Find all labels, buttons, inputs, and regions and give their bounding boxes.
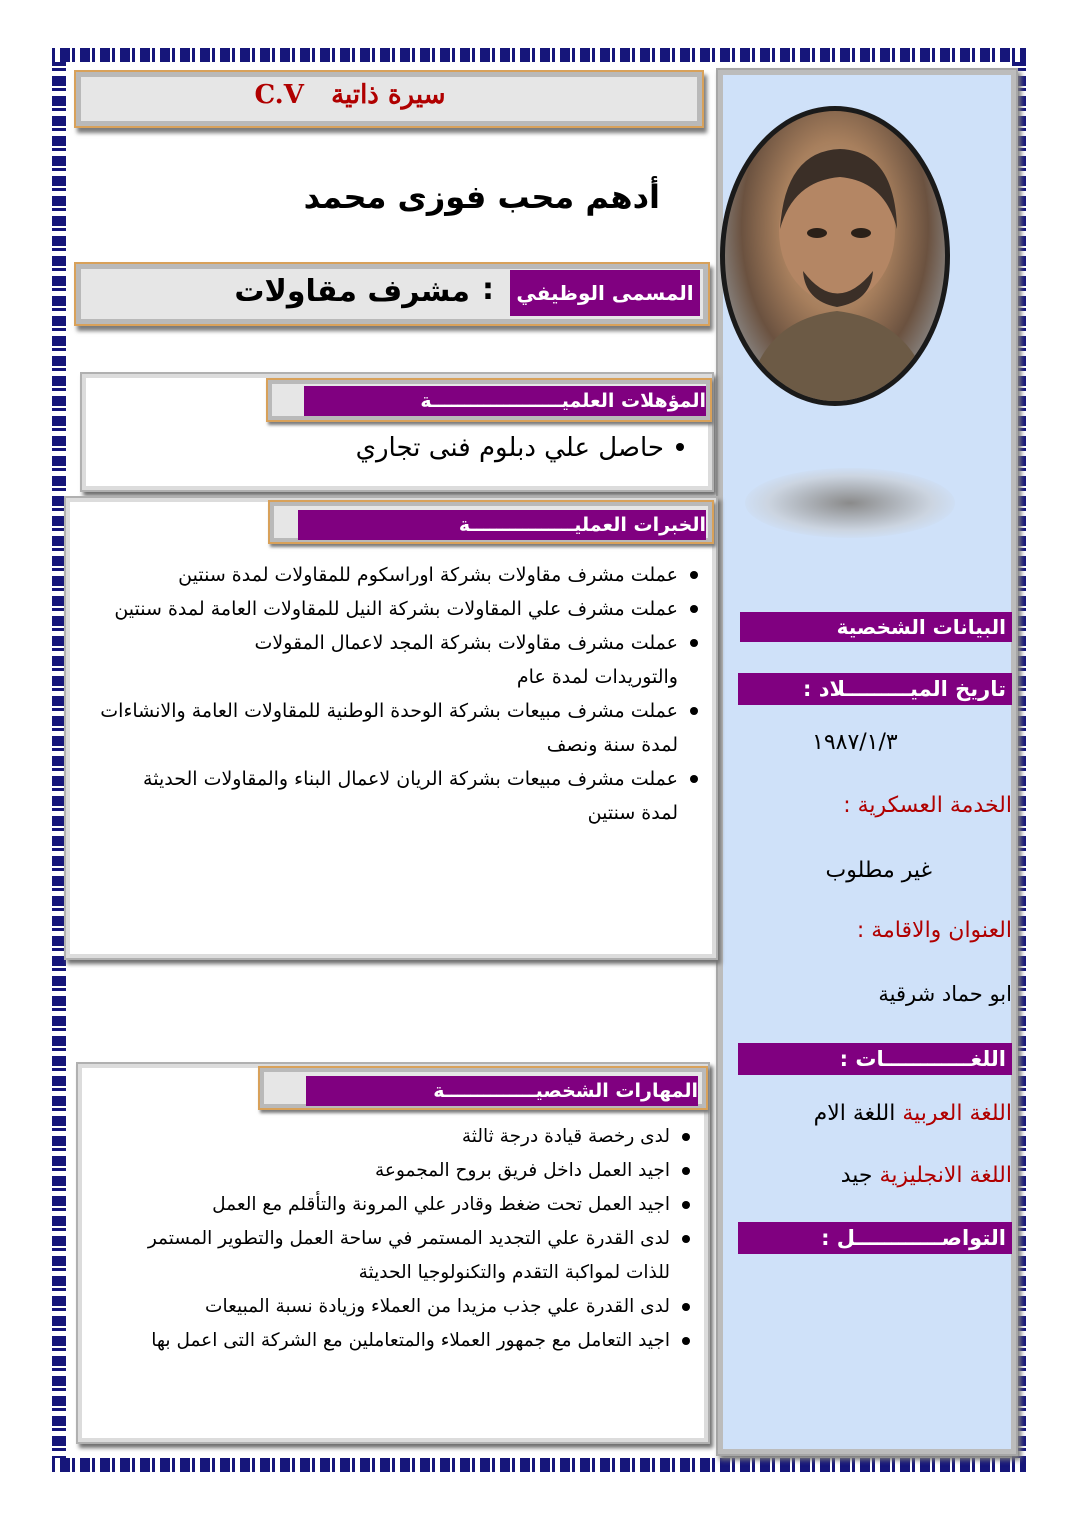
cv-title-english: C.V xyxy=(254,80,304,110)
experience-item: عملت مشرف مقاولات بشركة المجد لاعمال المقولات والتوريدات لمدة عام xyxy=(78,626,704,694)
photo-shadow xyxy=(745,468,955,538)
qualifications-heading: المؤهلات العلميــــــــــــــــــــة xyxy=(304,386,706,416)
language-arabic-level: اللغة الام xyxy=(813,1101,896,1126)
qualifications-list xyxy=(120,430,690,466)
skill-item: لدى رخصة قيادة درجة ثالثة xyxy=(96,1120,696,1154)
job-title-value: مشرف مقاولات xyxy=(234,274,470,309)
skills-list xyxy=(96,1120,696,1358)
experience-item: عملت مشرف علي المقاولات بشركة النيل للمقاولات العامة لمدة سنتين xyxy=(78,592,704,626)
skill-item: اجيد التعامل مع جمهور العملاء والمتعاملين مع الشركة التى اعمل بها xyxy=(96,1324,696,1358)
birth-date-value: ١٩٨٧/١/٣ xyxy=(812,730,898,755)
military-service-value: غير مطلوب xyxy=(825,858,932,883)
person-silhouette-icon xyxy=(725,111,950,406)
birth-date-label: تاريخ الميـــــــــلاد : xyxy=(738,673,1012,705)
languages-label: اللغــــــــــــات : xyxy=(738,1043,1012,1075)
experience-item: عملت مشرف مقاولات بشركة اوراسكوم للمقاولات لمدة سنتين xyxy=(78,558,704,592)
full-name: أدهم محب فوزى محمد xyxy=(303,178,660,216)
language-arabic xyxy=(740,1101,1012,1126)
job-title-label: المسمى الوظيفي xyxy=(510,270,700,316)
address-label: العنوان والاقامة : xyxy=(856,918,1012,943)
language-english-level: جيد xyxy=(840,1163,873,1188)
address-value: ابو حماد شرقية xyxy=(878,982,1012,1006)
skill-item: لدى القدرة علي جذب مزيدا من العملاء وزيادة نسبة المبيعات xyxy=(96,1290,696,1324)
skill-item: اجيد العمل داخل فريق بروح المجموعة xyxy=(96,1154,696,1188)
personal-data-heading: البيانات الشخصية xyxy=(740,612,1012,642)
military-service-label: الخدمة العسكرية : xyxy=(843,793,1012,818)
skills-heading: المهارات الشخصيــــــــــــــة xyxy=(306,1076,698,1106)
cv-title-arabic: سيرة ذاتية xyxy=(331,80,446,110)
cv-title xyxy=(180,80,520,110)
profile-photo xyxy=(720,106,950,406)
job-title-colon: : xyxy=(482,272,494,307)
experience-item: عملت مشرف مبيعات بشركة الوحدة الوطنية للمقاولات العامة والانشاءات لمدة سنة ونصف xyxy=(78,694,704,762)
language-english-name: اللغة الانجليزية xyxy=(879,1163,1012,1188)
experience-list xyxy=(78,558,704,830)
contact-label: التواصــــــــــــل : xyxy=(738,1222,1012,1254)
experience-item: عملت مشرف مبيعات بشركة الريان لاعمال البناء والمقاولات الحديثة لمدة سنتين xyxy=(78,762,704,830)
qualification-item: حاصل علي دبلوم فنى تجاري xyxy=(120,430,690,466)
skill-item: اجيد العمل تحت ضغط وقادر علي المرونة والتأقلم مع العمل xyxy=(96,1188,696,1222)
skill-item: لدى القدرة علي التجديد المستمر في ساحة العمل والتطوير المستمر للذات لمواكبة التقدم والتكنولوجيا الحديثة xyxy=(96,1222,696,1290)
experience-heading: الخبرات العمليــــــــــــــــة xyxy=(298,510,706,540)
language-english xyxy=(740,1163,1012,1188)
language-arabic-name: اللغة العربية xyxy=(902,1101,1012,1126)
